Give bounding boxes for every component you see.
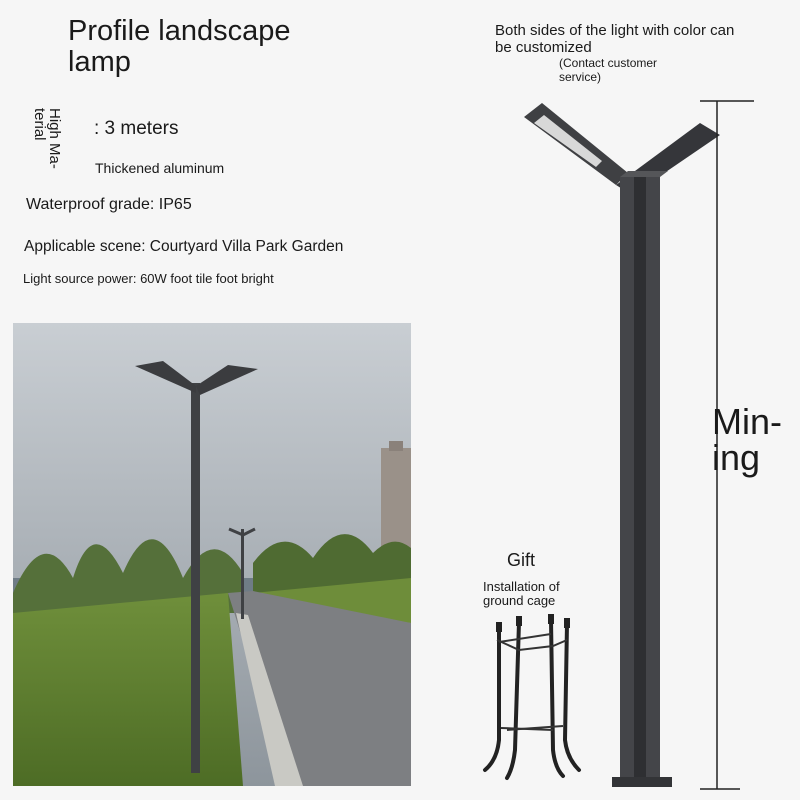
park-photo-icon xyxy=(13,323,411,786)
color-customize-note: Both sides of the light with color can be customized xyxy=(495,22,735,56)
ground-cage-icon xyxy=(467,600,599,788)
big-height-text: Min-ing xyxy=(712,401,782,478)
material-text: Thickened aluminum xyxy=(95,160,225,176)
gift-description: Installation of ground cage xyxy=(483,579,560,608)
ground-cage-image xyxy=(467,600,599,788)
scene-text: Applicable scene: Courtyard Villa Park Garden xyxy=(24,238,344,255)
power-text: Light source power: 60W foot tile foot bright xyxy=(23,271,274,286)
waterproof-text: Waterproof grade: IP65 xyxy=(26,196,192,213)
height-label: High Ma-terial xyxy=(31,108,63,169)
gift-title: Gift xyxy=(507,550,536,570)
park-photo xyxy=(13,323,411,786)
product-title: Profile landscape lamp xyxy=(68,15,291,78)
contact-service-note: (Contact customer service) xyxy=(559,56,658,84)
height-value: : 3 meters xyxy=(94,118,179,139)
